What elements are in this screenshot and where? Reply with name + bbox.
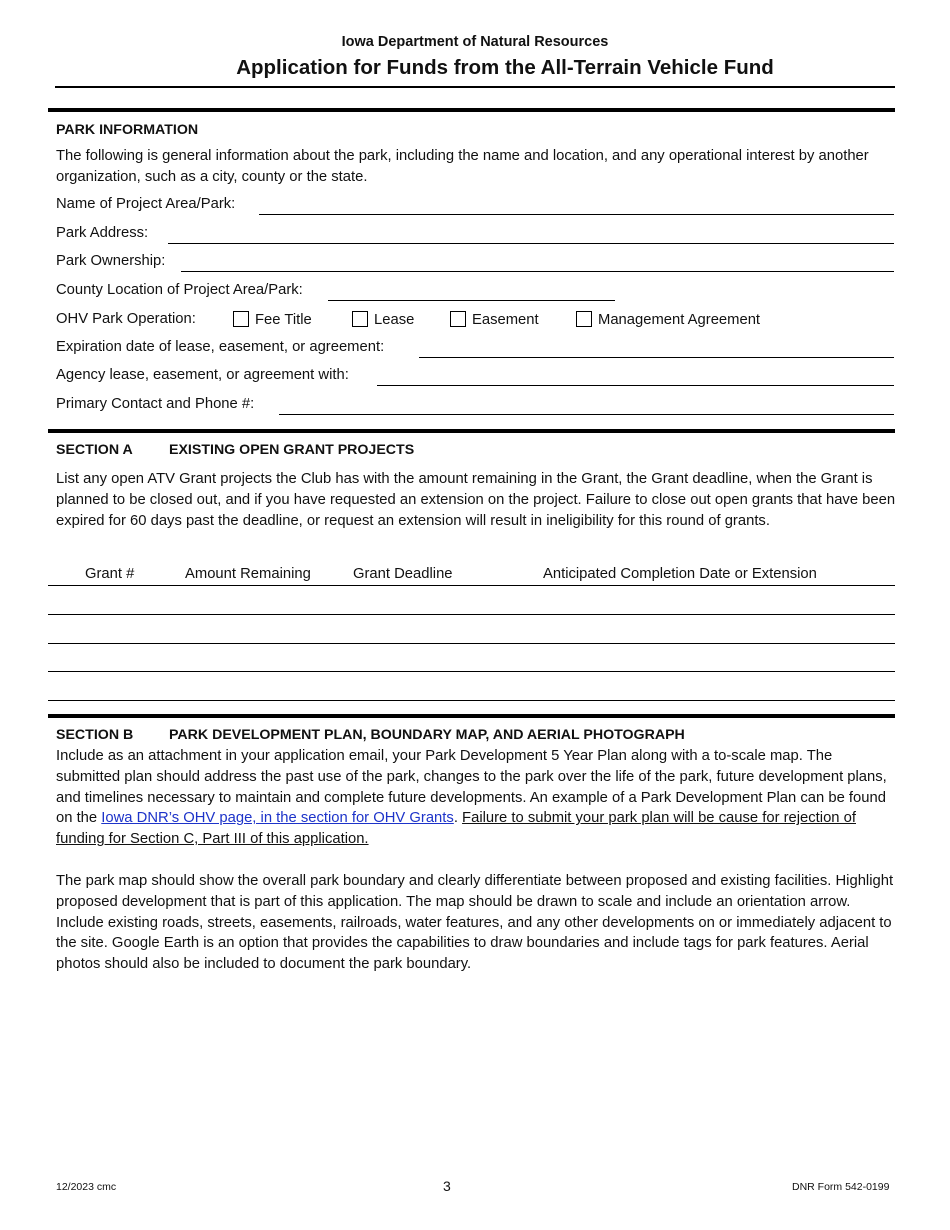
column-grant-number: Grant # (85, 566, 135, 582)
agency-agreement-label: Agency lease, easement, or agreement with: (56, 367, 349, 383)
table-row[interactable] (48, 671, 895, 672)
expiration-date-field[interactable] (419, 357, 894, 358)
header-divider (55, 86, 895, 88)
page-number: 3 (443, 1178, 451, 1194)
park-ownership-label: Park Ownership: (56, 253, 166, 269)
section-a-title: EXISTING OPEN GRANT PROJECTS (169, 442, 415, 458)
park-info-intro: The following is general information about the park, including the name and location, and any operational interest by another organization, such as a city, county or the state. (56, 148, 869, 185)
option-management-agreement[interactable] (576, 311, 760, 328)
fee-title-checkbox[interactable] (233, 311, 249, 327)
section-b-paragraph-2: The park map should show the overall park boundary and clearly differentiate between proposed and existing facilities. Highlight proposed development that is part of this application. The map should be drawn to scale and include an orientation arrow. Include existing roads, streets, easements, railroads, water features, and any other developments on or immediately adjacent to the site. Google Earth is an option that provides the capabilities to draw boundaries and include tags for park features. Aerial photos should also be included to document the park boundary. (56, 873, 894, 973)
table-row[interactable] (48, 700, 895, 701)
column-grant-deadline: Grant Deadline (353, 566, 453, 582)
footer-date: 12/2023 cmc (56, 1181, 117, 1193)
table-header-line (48, 585, 895, 586)
ohv-operation-label: OHV Park Operation: (56, 311, 196, 327)
section-b-warning: Failure to submit your park plan will be cause for rejection of funding for Section C, Part III of this application. (56, 810, 856, 848)
primary-contact-field[interactable] (279, 414, 894, 415)
section-b-paragraph-1 (56, 746, 896, 850)
option-lease[interactable] (352, 311, 414, 328)
column-amount-remaining: Amount Remaining (185, 566, 311, 582)
table-row[interactable] (48, 643, 895, 644)
section-b-label: SECTION B (56, 727, 134, 743)
section-b-p1-separator: . (453, 810, 463, 827)
primary-contact-label: Primary Contact and Phone #: (56, 396, 255, 412)
section-a-label: SECTION A (56, 442, 133, 458)
park-address-field[interactable] (168, 243, 894, 244)
ohv-grants-link[interactable]: Iowa DNR’s OHV page, in the section for OHV Grants (101, 810, 454, 827)
easement-label: Easement (472, 312, 539, 328)
easement-checkbox[interactable] (450, 311, 466, 327)
lease-checkbox[interactable] (352, 311, 368, 327)
park-name-label: Name of Project Area/Park: (56, 196, 236, 212)
park-address-label: Park Address: (56, 225, 149, 241)
agency-agreement-field[interactable] (377, 385, 894, 386)
agency-name: Iowa Department of Natural Resources (341, 34, 609, 50)
management-agreement-checkbox[interactable] (576, 311, 592, 327)
section-b-divider (48, 714, 895, 718)
form-title: Application for Funds from the All-Terrain Vehicle Fund (236, 56, 774, 79)
section-a-body: List any open ATV Grant projects the Club has with the amount remaining in the Grant, the Grant deadline, when the Grant is planned to be closed out, and if you have requested an extension on the project. Failure to close out open grants that have been expired for 60 days past the deadline, or request an extension will result in ineligibility for this round of grants. (56, 471, 896, 529)
park-name-field[interactable] (259, 214, 894, 215)
park-info-divider (48, 108, 895, 112)
section-b-p1-text: Include as an attachment in your application email, your Park Development 5 Year Plan along with a to-scale map. The submitted plan should address the past use of the park, changes to the park over the life of the park, future development plans, and timelines necessary to maintain and complete future developments. An example of a Park Development Plan can be found on the (56, 748, 887, 827)
lease-label: Lease (374, 312, 415, 328)
section-b-heading (56, 727, 685, 743)
county-location-field[interactable] (328, 300, 615, 301)
column-completion-date: Anticipated Completion Date or Extension (543, 566, 817, 582)
section-b-title: PARK DEVELOPMENT PLAN, BOUNDARY MAP, AND AERIAL PHOTOGRAPH (169, 727, 685, 743)
park-ownership-field[interactable] (181, 271, 894, 272)
table-row[interactable] (48, 614, 895, 615)
form-number: DNR Form 542-0199 (792, 1181, 890, 1193)
expiration-date-label: Expiration date of lease, easement, or agreement: (56, 339, 385, 355)
park-info-heading: PARK INFORMATION (56, 122, 199, 138)
section-a-heading (56, 442, 414, 458)
option-easement[interactable] (450, 311, 539, 328)
management-agreement-label: Management Agreement (598, 312, 761, 328)
option-fee-title[interactable] (233, 311, 312, 328)
county-location-label: County Location of Project Area/Park: (56, 282, 303, 298)
fee-title-label: Fee Title (255, 312, 312, 328)
section-a-divider (48, 429, 895, 433)
